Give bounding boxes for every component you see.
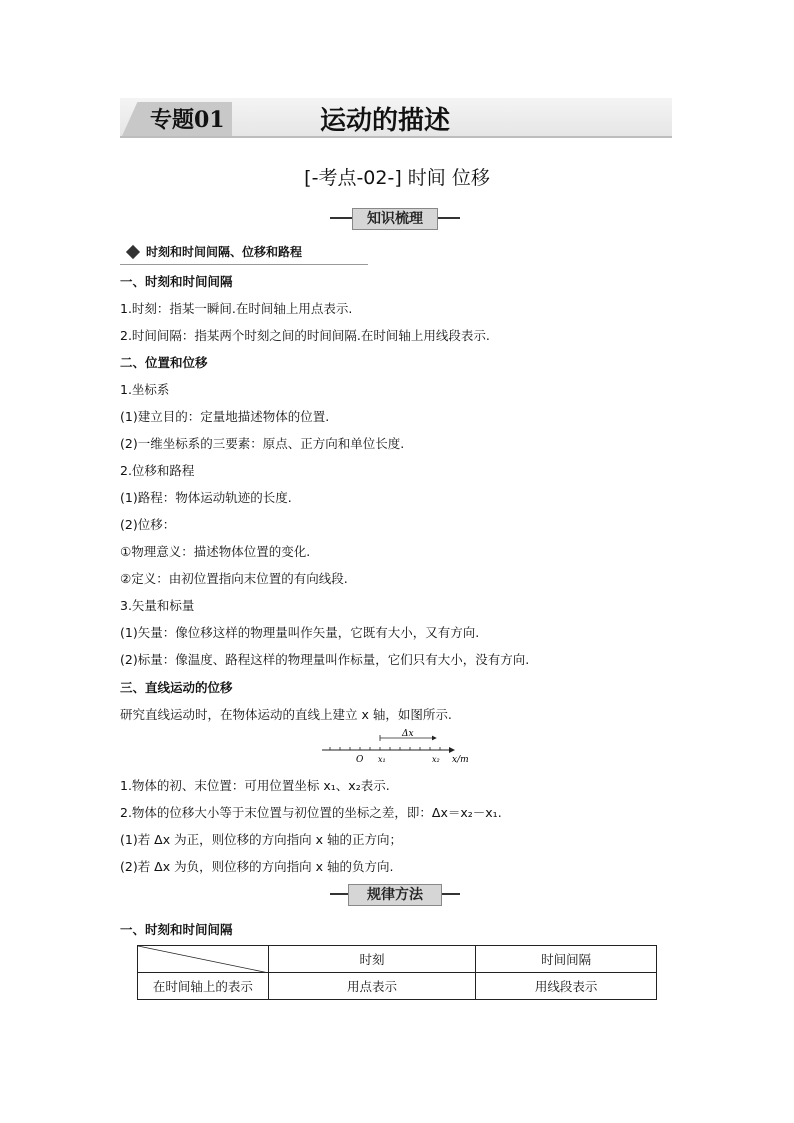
section-bar-method <box>330 884 460 904</box>
section-label: 知识梳理 <box>352 208 438 230</box>
subsection-label: 时刻和时间间隔、位移和路程 <box>146 245 303 259</box>
text-line: 1.物体的初、末位置：可用位置坐标 x₁、x₂表示. <box>120 778 390 793</box>
table-header-cell: 时间间隔 <box>476 946 657 973</box>
text-line: 2.位移和路程 <box>120 463 195 478</box>
text-line: (1)建立目的：定量地描述物体的位置. <box>120 409 330 424</box>
heading-line: 一、时刻和时间间隔 <box>120 922 233 937</box>
comparison-table <box>137 945 657 1000</box>
section-label: 规律方法 <box>348 884 442 906</box>
section-bar-knowledge <box>330 208 460 228</box>
text-line: (2)位移： <box>120 517 176 532</box>
text-line: 2.时间间隔：指某两个时刻之间的时间间隔.在时间轴上用线段表示. <box>120 328 490 343</box>
table-header-cell: 时刻 <box>268 946 476 973</box>
x2-label: x₂ <box>432 755 440 764</box>
topic-subtitle: [-考点-02-] 时间 位移 <box>304 167 490 189</box>
table-corner-cell <box>138 946 269 973</box>
text-line: ②定义：由初位置指向末位置的有向线段. <box>120 571 348 586</box>
text-line: 2.物体的位移大小等于末位置与初位置的坐标之差，即：Δx＝x₂－x₁. <box>120 805 502 820</box>
delta-label: Δx <box>402 729 414 739</box>
table-row <box>138 946 657 973</box>
subsection-heading <box>120 242 368 265</box>
text-line: (1)若 Δx 为正，则位移的方向指向 x 轴的正方向； <box>120 832 402 847</box>
text-line: (1)路程：物体运动轨迹的长度. <box>120 490 292 505</box>
text-line: (2)一维坐标系的三要素：原点、正方向和单位长度. <box>120 436 405 451</box>
table-cell: 用线段表示 <box>476 973 657 1000</box>
text-line: (1)矢量：像位移这样的物理量叫作矢量，它既有大小，又有方向. <box>120 625 480 640</box>
text-line: 研究直线运动时，在物体运动的直线上建立 x 轴，如图所示. <box>120 707 452 722</box>
text-line: (2)标量：像温度、路程这样的物理量叫作标量，它们只有大小，没有方向. <box>120 652 530 667</box>
x-axis-figure <box>318 728 488 768</box>
text-line: (2)若 Δx 为负，则位移的方向指向 x 轴的负方向. <box>120 859 394 874</box>
text-line: 3.矢量和标量 <box>120 598 195 613</box>
table-row-label: 在时间轴上的表示 <box>138 973 269 1000</box>
heading-line: 三、直线运动的位移 <box>120 680 233 695</box>
heading-line: 二、位置和位移 <box>120 355 208 370</box>
origin-label: O <box>356 755 364 765</box>
unit-label: x/m <box>452 755 469 765</box>
heading-line: 一、时刻和时间间隔 <box>120 274 233 289</box>
table-row <box>138 973 657 1000</box>
diamond-icon <box>126 245 140 259</box>
diagonal-line <box>138 946 269 973</box>
chapter-title: 运动的描述 <box>320 106 451 136</box>
chapter-number: 专题01 <box>150 107 225 133</box>
chapter-banner <box>120 98 672 138</box>
x1-label: x₁ <box>378 755 386 764</box>
text-line: 1.时刻：指某一瞬间.在时间轴上用点表示. <box>120 301 353 316</box>
table-cell: 用点表示 <box>268 973 476 1000</box>
text-line: 1.坐标系 <box>120 382 170 397</box>
text-line: ①物理意义：描述物体位置的变化. <box>120 544 311 559</box>
